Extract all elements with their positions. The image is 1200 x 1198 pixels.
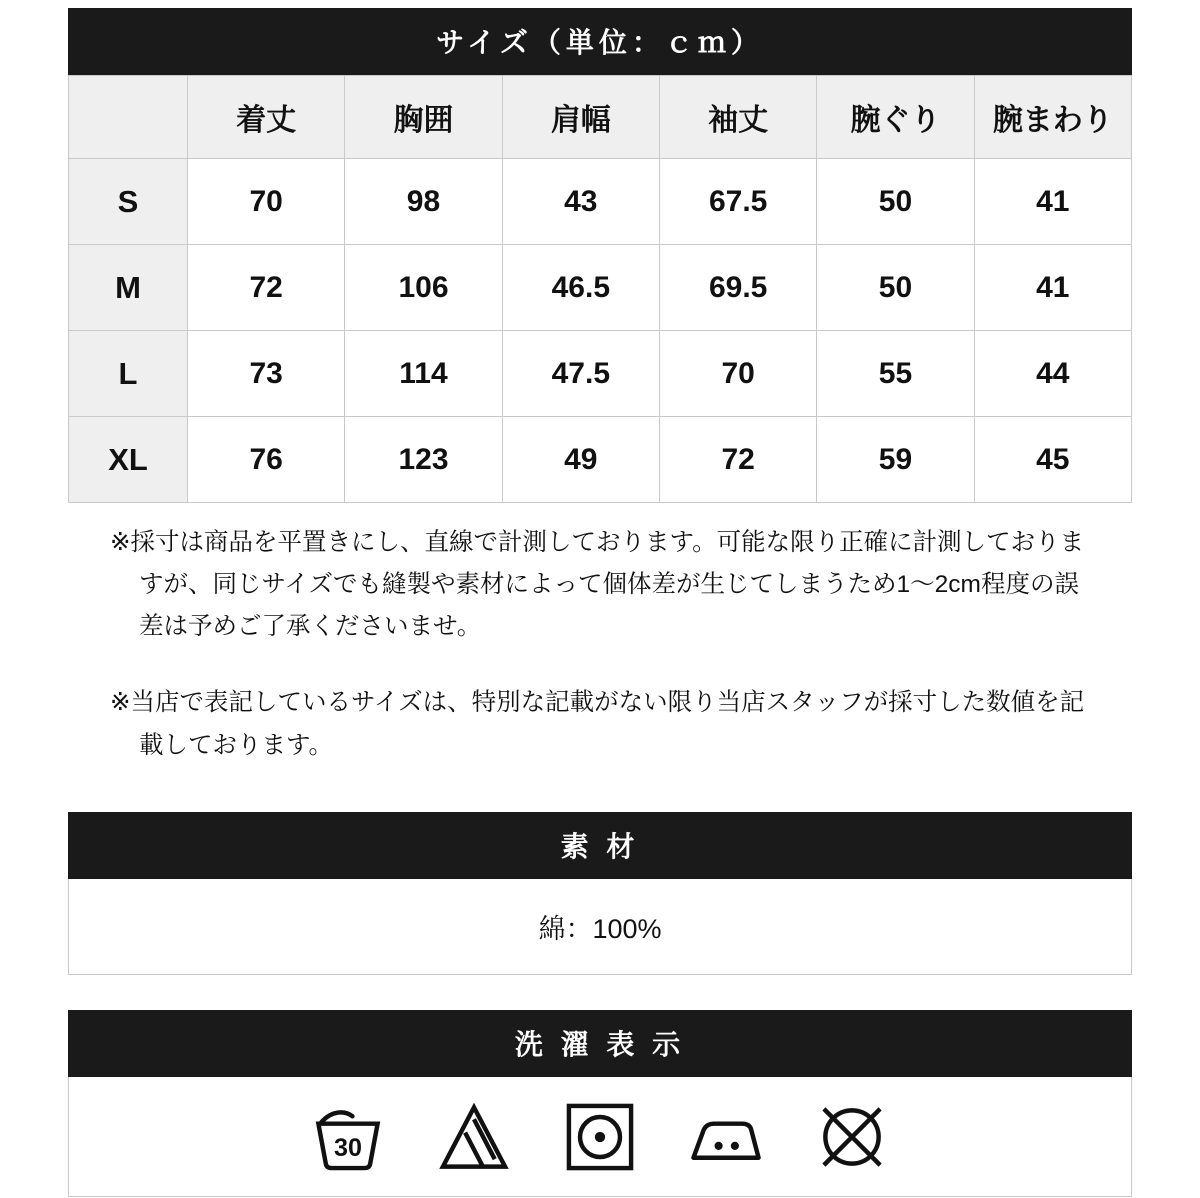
size-table <box>68 75 1132 503</box>
table-header-row <box>69 76 1132 159</box>
cell-l-udemawari: 44 <box>974 331 1131 417</box>
cell-s-sodetake: 67.5 <box>659 159 816 245</box>
no-bleach-icon <box>437 1100 511 1174</box>
cell-xl-kitake: 76 <box>188 417 345 503</box>
size-section <box>68 8 1132 503</box>
cell-xl-udeguri: 59 <box>817 417 974 503</box>
cell-l-kyoui: 114 <box>345 331 502 417</box>
column-header-kyoui: 胸囲 <box>345 76 502 159</box>
cell-s-kitake: 70 <box>188 159 345 245</box>
material-value: 綿：100% <box>68 879 1132 975</box>
size-table-corner-cell <box>69 76 188 159</box>
cell-l-sodetake: 70 <box>659 331 816 417</box>
column-header-udemawari: 腕まわり <box>974 76 1131 159</box>
row-header-s: S <box>69 159 188 245</box>
material-section-title: 素 材 <box>68 812 1132 879</box>
table-row <box>69 331 1132 417</box>
column-header-kitake: 着丈 <box>188 76 345 159</box>
wash-30-icon <box>311 1100 385 1174</box>
wash-section-title: 洗 濯 表 示 <box>68 1010 1132 1077</box>
cell-s-kyoui: 98 <box>345 159 502 245</box>
cell-m-udemawari: 41 <box>974 245 1131 331</box>
cell-l-udeguri: 55 <box>817 331 974 417</box>
wash-symbol-row <box>68 1077 1132 1197</box>
cell-xl-katahaba: 49 <box>502 417 659 503</box>
column-header-katahaba: 肩幅 <box>502 76 659 159</box>
note-measurement-text: ※採寸は商品を平置きにし、直線で計測しております。可能な限り正確に計測しておりますが、同じサイズでも縫製や素材によって個体差が生じてしまうため1〜2cm程度の誤差は予めご了承くださいませ。 <box>110 529 1085 641</box>
note-measurement <box>110 522 1100 648</box>
cell-s-udeguri: 50 <box>817 159 974 245</box>
size-table-body <box>69 159 1132 503</box>
cell-s-udemawari: 41 <box>974 159 1131 245</box>
measurement-notes <box>110 522 1100 801</box>
cell-xl-sodetake: 72 <box>659 417 816 503</box>
cell-m-kitake: 72 <box>188 245 345 331</box>
tumble-dry-icon <box>563 1100 637 1174</box>
iron-icon <box>689 1100 763 1174</box>
size-table-head <box>69 76 1132 159</box>
cell-m-kyoui: 106 <box>345 245 502 331</box>
table-row <box>69 159 1132 245</box>
cell-l-kitake: 73 <box>188 331 345 417</box>
table-row <box>69 245 1132 331</box>
size-section-title: サイズ（単位：ｃｍ） <box>68 8 1132 75</box>
cell-m-udeguri: 50 <box>817 245 974 331</box>
cell-xl-kyoui: 123 <box>345 417 502 503</box>
svg-text:30: 30 <box>334 1133 362 1162</box>
cell-xl-udemawari: 45 <box>974 417 1131 503</box>
cell-s-katahaba: 43 <box>502 159 659 245</box>
row-header-m: M <box>69 245 188 331</box>
cell-l-katahaba: 47.5 <box>502 331 659 417</box>
cell-m-katahaba: 46.5 <box>502 245 659 331</box>
row-header-l: L <box>69 331 188 417</box>
row-header-xl: XL <box>69 417 188 503</box>
note-staff-measured <box>110 682 1100 766</box>
table-row <box>69 417 1132 503</box>
note-staff-measured-text: ※当店で表記しているサイズは、特別な記載がない限り当店スタッフが採寸した数値を記載しております。 <box>110 689 1085 759</box>
column-header-sodetake: 袖丈 <box>659 76 816 159</box>
cell-m-sodetake: 69.5 <box>659 245 816 331</box>
no-dry-clean-icon <box>815 1100 889 1174</box>
material-section <box>68 812 1132 975</box>
wash-section <box>68 1010 1132 1197</box>
column-header-udeguri: 腕ぐり <box>817 76 974 159</box>
